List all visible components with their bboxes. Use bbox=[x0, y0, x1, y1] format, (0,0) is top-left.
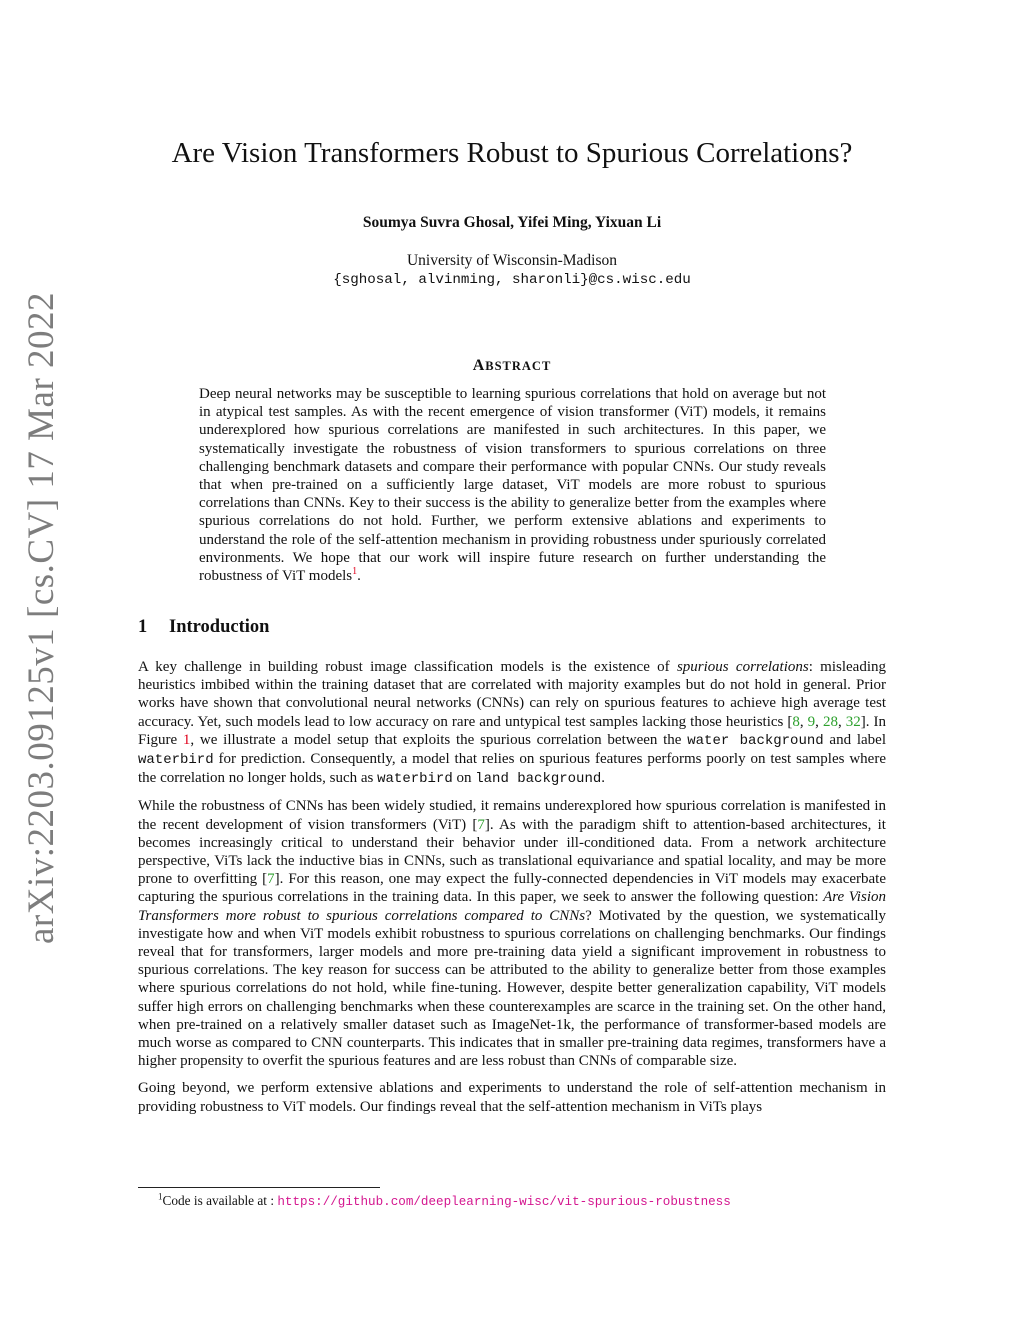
citation-link[interactable]: 32 bbox=[845, 713, 861, 730]
abstract-text: Deep neural networks may be susceptible to learning spurious correlations that hold on average but not in atypical test samples. As with the recent emergence of vision transformer (ViT) models, it remains underexplored how spurious correlations are manifested in such architectures. In this paper, we systematically investigate the robustness of vision transformers to spurious correlations on three challenging benchmark datasets and compare their performance with popular CNNs. Our study reveals that when pre-trained on a sufficiently large dataset, ViT models are more robust to spurious correlations than CNNs. Key to their success is the ability to generalize better from the examples where spurious correlations do not hold. Further, we perform extensive ablations and experiments to understand the role of the self-attention mechanism in providing robustness under spuriously correlated environments. We hope that our work will inspire future research on further understanding the robustness of ViT models bbox=[199, 386, 826, 585]
introduction-body bbox=[138, 658, 886, 1125]
author-list: Soumya Suvra Ghosal, Yifei Ming, Yixuan Li bbox=[362, 214, 662, 231]
citation-link[interactable]: 7 bbox=[267, 871, 275, 888]
text-run: , we illustrate a model setup that exploits the spurious correlation between the bbox=[190, 731, 688, 748]
section-title: Introduction bbox=[169, 617, 270, 637]
text-run: on bbox=[452, 770, 476, 787]
citation-link[interactable]: 7 bbox=[477, 816, 485, 833]
code-text: land background bbox=[475, 771, 602, 788]
emphasis-text: spurious correlations bbox=[676, 659, 809, 675]
intro-paragraph-3: Going beyond, we perform extensive ablations and experiments to understand the role of self-attention mechanism in providing robustness to ViT models. Our findings reveal that the self-attention mechanism in ViTs plays bbox=[138, 1080, 886, 1115]
citation-link[interactable]: 28 bbox=[822, 713, 838, 730]
code-url-link[interactable]: https://github.com/deeplearning-wisc/vit-spurious-robustness bbox=[277, 1195, 731, 1209]
citation-link[interactable]: 9 bbox=[807, 713, 816, 730]
citation-link[interactable]: 8 bbox=[792, 713, 800, 730]
separator: , bbox=[799, 713, 808, 730]
text-run: A key challenge in building robust image classification models is the existence of bbox=[138, 659, 677, 675]
text-run: : misleading heuristics imbibed within the training dataset that are correlated with majority examples but do not hold in general. Prior works have shown that convolutional neural networks (CNNs) can rely on spurious features to achieve high average test accuracy. Yet, such models lead to low accuracy on rare and untypical test samples lacking those heuristics [ bbox=[138, 659, 887, 730]
text-run: ? Motivated by the question, we systematically investigate how and when ViT models exhibit robustness to spurious correlations on challenging benchmarks. Our findings reveal that for transformers, larger models and more pre-training data yield a significant improvement in robustness to spurious correlations. The key reason for success can be attributed to the ability to generalize better from those examples where spurious correlations do not hold, while fine-tuning. However, despite better generalization capability, ViT models suffer high errors on challenging benchmarks when these counterexamples are scarce in the training set. On the other hand, when pre-trained on a relatively smaller dataset such as ImageNet-1k, the performance of transformer-based models are much worse as compared to CNN counterparts. This indicates that in smaller pre-training data regimes, transformers have a higher propensity to overfit the spurious features and are less robust than CNNs of comparable size. bbox=[138, 907, 886, 1070]
abstract-heading bbox=[0, 355, 1024, 377]
code-text: water background bbox=[687, 732, 824, 749]
abstract-heading-initial: A bbox=[472, 357, 486, 374]
footnote-number: 1 bbox=[158, 1191, 163, 1202]
text-run: While the robustness of CNNs has been widely studied, it remains underexplored how spurious correlation is manifested in the recent development of vision transformers (ViT) [ bbox=[138, 798, 886, 833]
code-text: waterbird bbox=[377, 771, 453, 788]
separator: , bbox=[815, 713, 823, 730]
abstract-body bbox=[199, 385, 826, 585]
text-run: and label bbox=[823, 731, 886, 748]
section-heading-introduction bbox=[138, 615, 269, 639]
text-run: . bbox=[601, 770, 606, 787]
text-run: for prediction. Consequently, a model that relies on spurious features performs poorly on test samples where the correlation no longer holds, such as bbox=[138, 751, 886, 787]
author-emails: {sghosal, alvinming, sharonli}@cs.wisc.edu bbox=[333, 272, 691, 288]
arxiv-margin-stamp: arXiv:2203.09125v1 [cs.CV] 17 Mar 2022 bbox=[21, 291, 62, 944]
text-run: ]. As with the paradigm shift to attention-based architectures, it becomes increasingly critical to understand their behavior under ill-conditioned data. From a network architecture perspective, ViTs lack the inductive bias in CNNs, such as translational equivariance and spatial locality, and may be more prone to overfitting [ bbox=[138, 816, 886, 888]
intro-paragraph-2 bbox=[138, 797, 886, 1070]
separator: , bbox=[837, 713, 846, 730]
emphasis-text: Are Vision Transformers more robust to spurious correlations compared to CNNs bbox=[138, 889, 886, 924]
paper-title: Are Vision Transformers Robust to Spurious Correlations? bbox=[171, 137, 853, 169]
code-text: waterbird bbox=[138, 752, 214, 769]
footnote-marker[interactable]: 1 bbox=[352, 566, 358, 578]
affiliation: University of Wisconsin-Madison bbox=[406, 252, 618, 269]
text-run: ]. For this reason, one may expect the fully-connected dependencies in ViT models may exacerbate capturing the spurious correlations in the training data. In this paper, we seek to answer the following question: bbox=[138, 871, 887, 906]
intro-paragraph-1 bbox=[138, 658, 886, 788]
footnote-text: Code is available at : bbox=[162, 1193, 278, 1208]
text-run: ]. In Figure bbox=[138, 713, 887, 748]
abstract-end: . bbox=[357, 568, 361, 585]
figure-reference-link[interactable]: 1 bbox=[182, 731, 191, 748]
footnote-divider bbox=[138, 1187, 380, 1188]
abstract-heading-rest: BSTRACT bbox=[485, 359, 552, 373]
section-number: 1 bbox=[138, 617, 148, 637]
footnote bbox=[158, 1192, 731, 1211]
